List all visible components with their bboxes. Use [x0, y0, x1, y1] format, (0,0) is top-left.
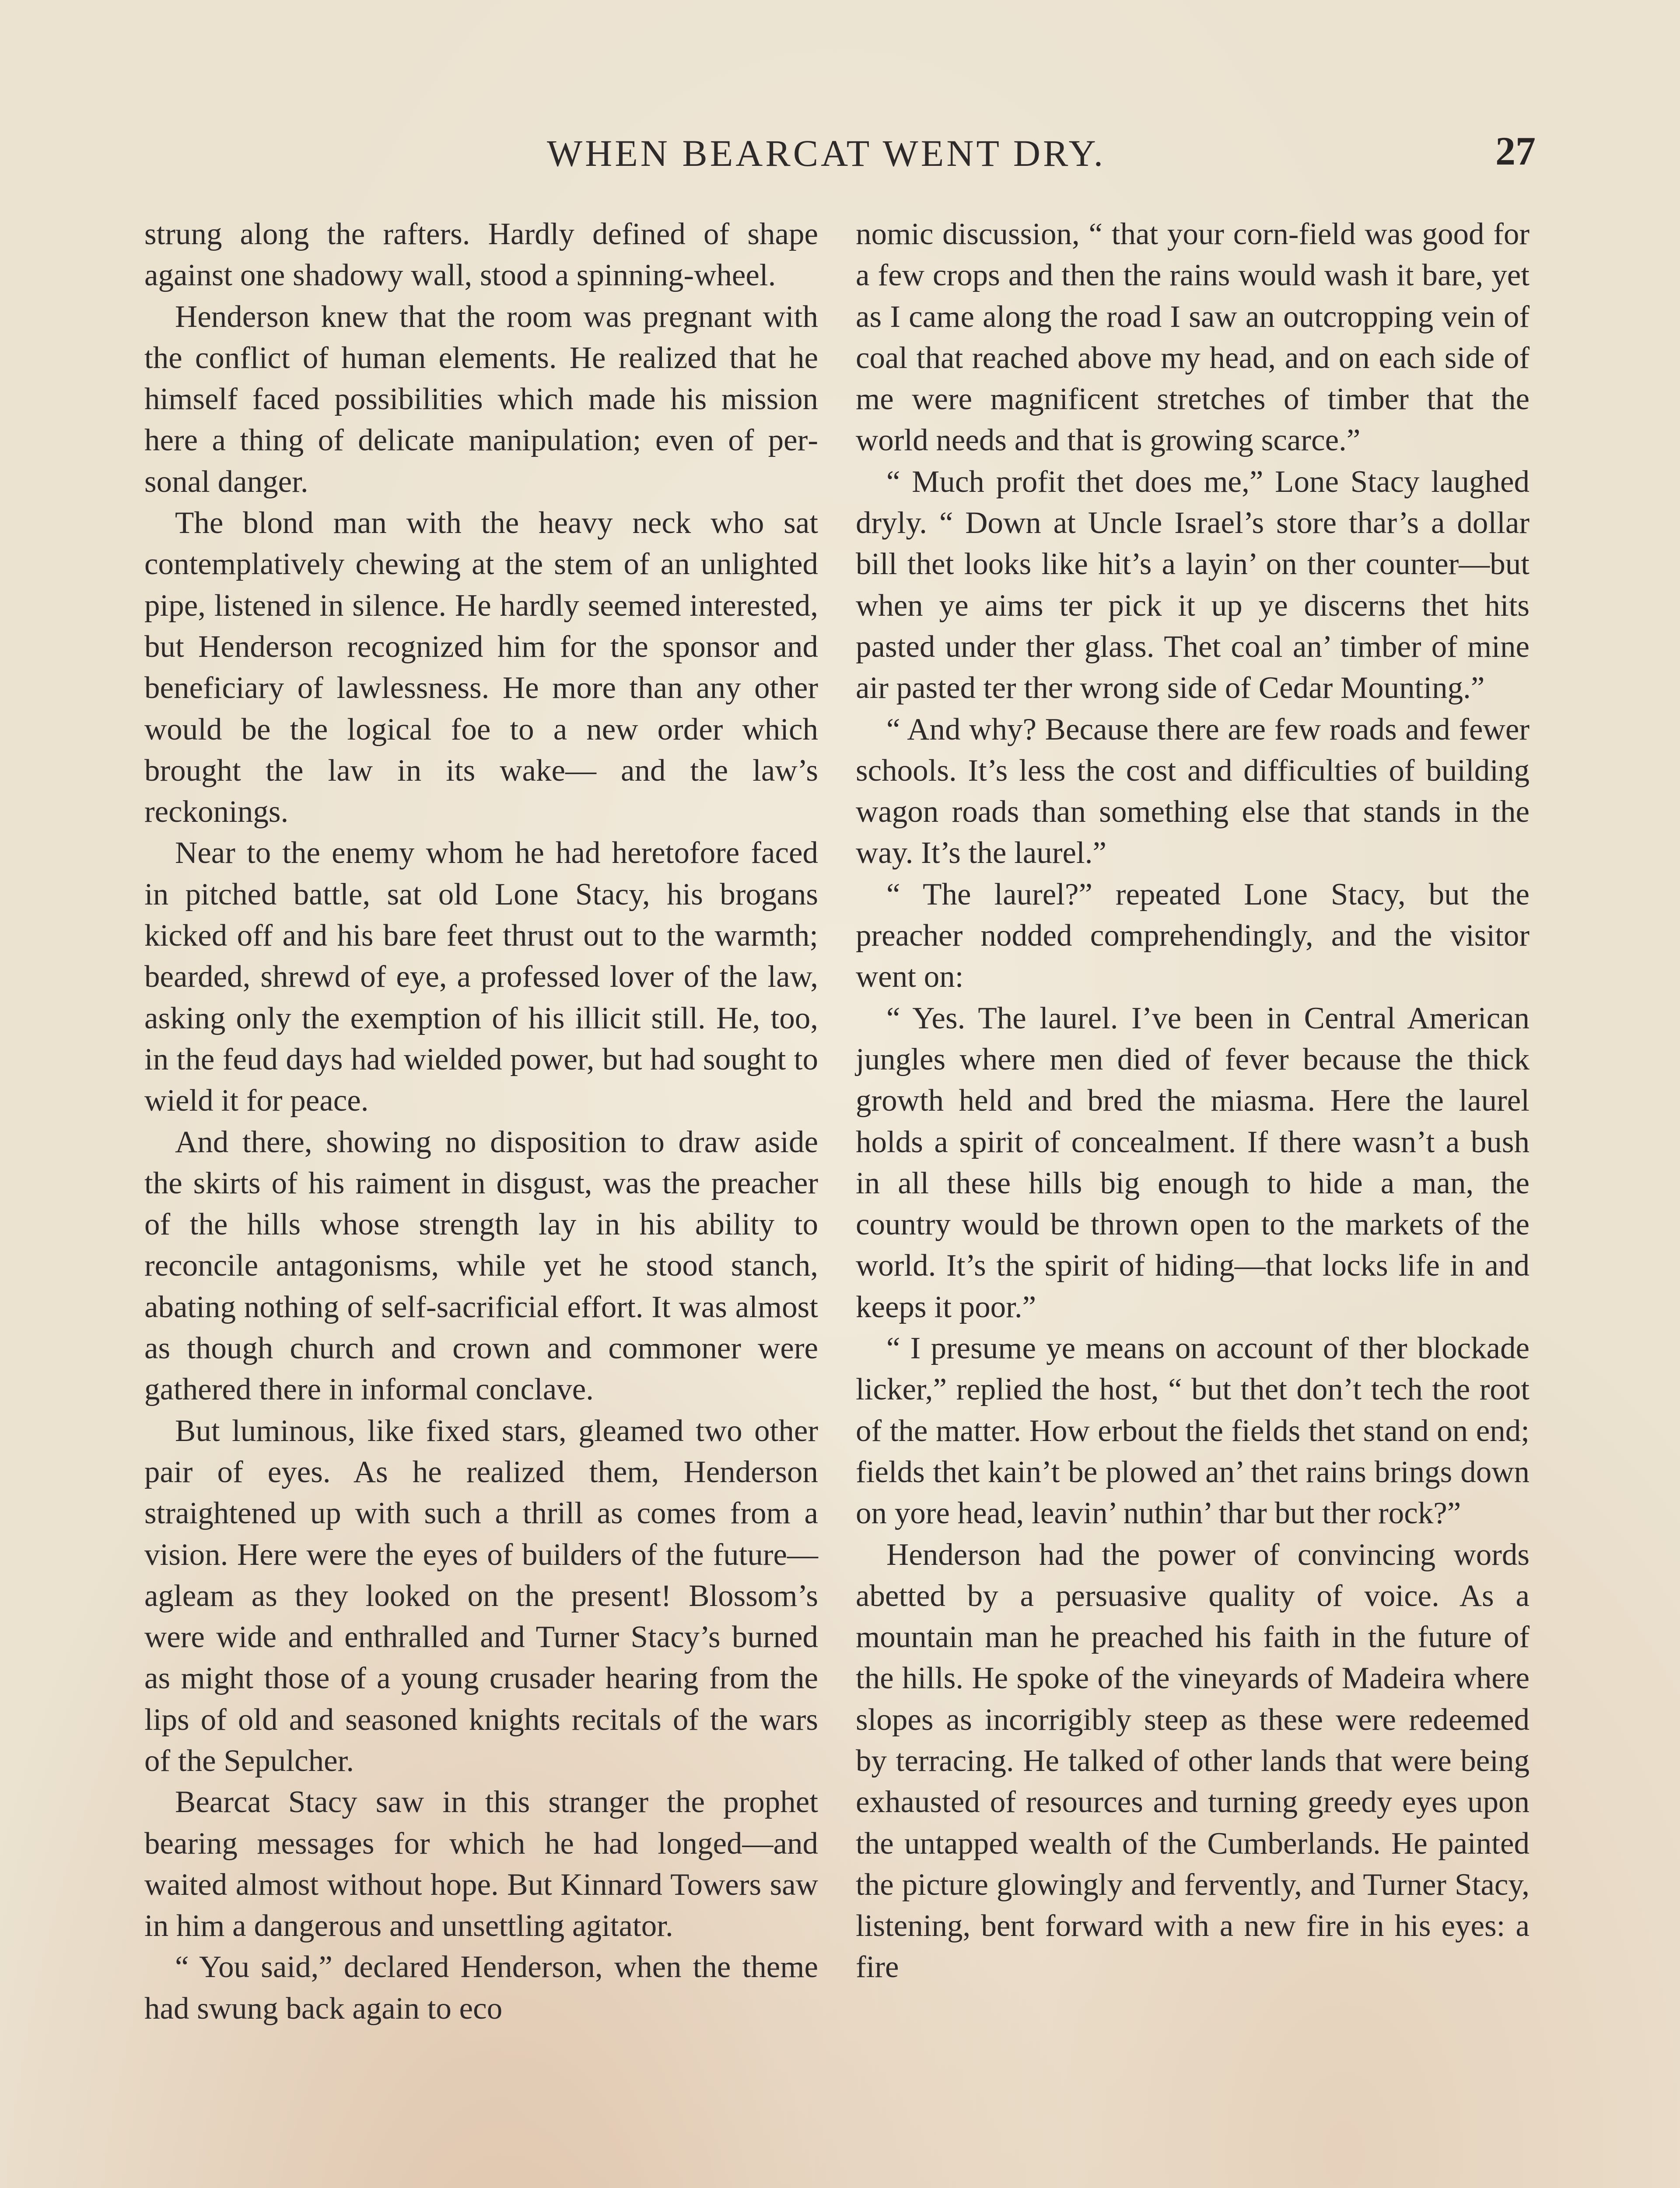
paragraph: “ Yes. The laurel. I’ve been in Central American jungles where men died of fever because the thick growth held and bred the miasma. Here the laurel holds a spirit of concealment. If there wasn’t a bush in all these hills big enough to hide a man, the country would be thrown open to the markets of the world. It’s the spirit of hiding—that locks life in and keeps it poor.” — [856, 1001, 1530, 1324]
paragraph: The blond man with the heavy neck who sat contemplatively chewing at the stem of an unlighted pipe, listened in silence. He hardly seemed interested, but Henderson recognized him for the sponsor and beneficiary of lawlessness. He more than any other would be the logical foe to a new order which brought the law in its wake— and the law’s reckonings. — [144, 506, 818, 829]
paragraph: Henderson had the power of convincing words abetted by a persuasive quality of voice. As a mountain man he preached his faith in the future of the hills. He spoke of the vineyards of Madeira where slopes as incorrigibly steep as these were redeemed by terracing. He talked of other lands that were being exhausted of resources and turning greedy eyes upon the untapped wealth of the Cumberlands. He painted the picture glowingly and fervently, and Turner Stacy, listening, bent forward with a new fire in his eyes: a fire — [856, 1537, 1530, 1985]
right-column — [856, 214, 1530, 1988]
page-number: 27 — [1495, 129, 1536, 173]
paragraph: “ And why? Because there are few roads and fewer schools. It’s less the cost and difficulties of building wagon roads than something else that stands in the way. It’s the laurel.” — [856, 712, 1530, 870]
paragraph: strung along the rafters. Hardly defined of shape against one shadowy wall, stood a spinning-wheel. — [144, 217, 818, 293]
paragraph: Henderson knew that the room was pregnant with the conflict of human elements. He realized that he himself faced possibilities which made his mission here a thing of delicate manipulation; even of personal danger. — [144, 299, 818, 499]
paragraph: nomic discussion, “ that your corn-field was good for a few crops and then the rains would wash it bare, yet as I came along the road I saw an outcropping vein of coal that reached above my head, and on each side of me were magnificent stretches of timber that the world needs and that is growing scarce.” — [856, 217, 1530, 458]
running-head: WHEN BEARCAT WENT DRY. — [547, 132, 1106, 174]
paragraph: Bearcat Stacy saw in this stranger the prophet bearing messages for which he had longed—and waited almost without hope. But Kinnard Towers saw in him a dangerous and unsettling agitator. — [144, 1785, 818, 1943]
paragraph: And there, showing no disposition to draw aside the skirts of his raiment in disgust, was the preacher of the hills whose strength lay in his ability to reconcile antagonisms, while yet he stood stanch, abating nothing of self-sacrificial effort. It was almost as though church and crown and commoner were gathered there in informal conclave. — [144, 1125, 818, 1407]
left-column — [144, 214, 818, 2029]
paragraph: “ The laurel?” repeated Lone Stacy, but the preacher nodded comprehendingly, and the visitor went on: — [856, 877, 1530, 994]
paragraph: “ Much profit thet does me,” Lone Stacy laughed dryly. “ Down at Uncle Israel’s store thar’s a dollar bill thet looks like hit’s a layin’ on ther counter—but when ye aims ter pick it up ye discerns thet hits pasted under ther glass. Thet coal an’ timber of mine air pasted ter ther wrong side of Cedar Mounting.” — [856, 464, 1530, 705]
paragraph: “ I presume ye means on account of ther blockade licker,” replied the host, “ but thet don’t tech the root of the matter. How erbout the fields thet stand on end; fields thet kain’t be plowed an’ thet rains brings down on yore head, leavin’ nuthin’ thar but ther rock?” — [856, 1331, 1530, 1531]
paragraph: But luminous, like fixed stars, gleamed two other pair of eyes. As he realized them, Henderson straightened up with such a thrill as comes from a vision. Here were the eyes of builders of the future—agleam as they looked on the present! Blossom’s were wide and enthralled and Turner Stacy’s burned as might those of a young crusader hearing from the lips of old and seasoned knights recitals of the wars of the Sepulcher. — [144, 1413, 818, 1778]
paragraph: “ You said,” declared Henderson, when the theme had swung back again to eco — [144, 1950, 818, 2026]
paragraph: Near to the enemy whom he had heretofore faced in pitched battle, sat old Lone Stacy, his brogans kicked off and his bare feet thrust out to the warmth; bearded, shrewd of eye, a professed lover of the law, asking only the exemption of his illicit still. He, too, in the feud days had wielded power, but had sought to wield it for peace. — [144, 836, 818, 1118]
